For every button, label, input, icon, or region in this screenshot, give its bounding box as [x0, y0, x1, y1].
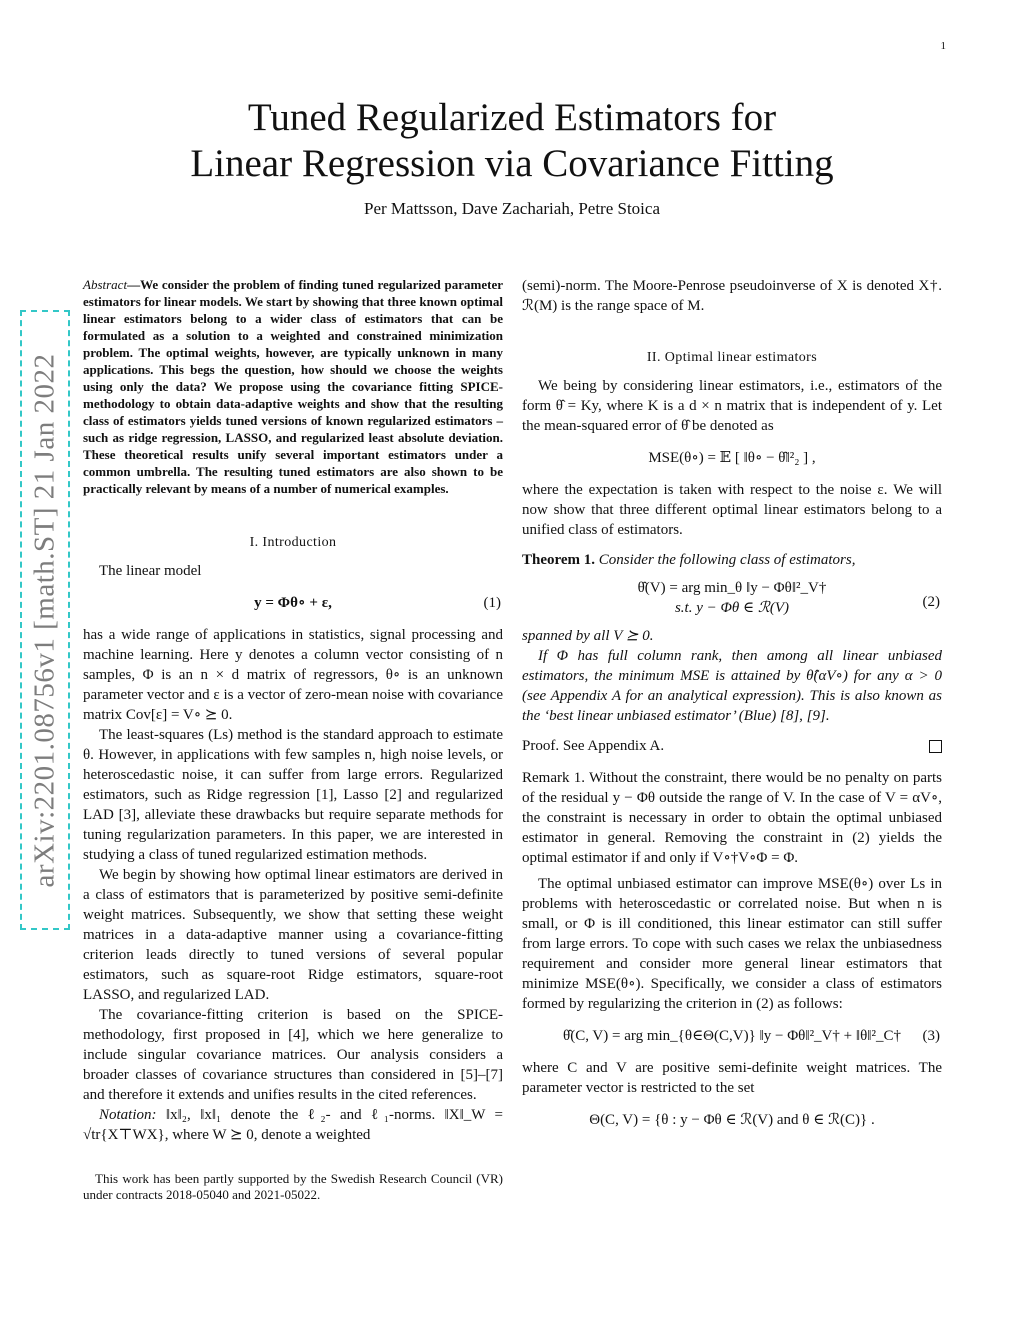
qed-square-icon — [929, 740, 942, 753]
paper-title — [100, 95, 924, 187]
abstract — [83, 276, 503, 497]
equation-1-body: y = Φθ∘ + ε, — [254, 595, 332, 611]
right-paragraph-3: where C and V are positive semi-definite weight matrices. The parameter vector is restricted to the set — [522, 1060, 942, 1096]
remark-1: Remark 1. Without the constraint, there would be no penalty on parts of the residual y − Φθ outside the range of V. In the case of V = αV∘, the constraint is necessary in order to obtain the optimal unbiased estimator in general. Removing the constraint in (2) yields the optimal estimator if and only if V∘†V∘Φ = Φ. — [522, 770, 942, 866]
right-column — [522, 276, 942, 1142]
theorem-paragraph-3: If Φ has full column rank, then among all linear unbiased estimators, the minimum MSE is attained by θ̂(αV∘) for any α > 0 (see Appendix A for an analytical expression). This is also known as the ‘best linear unbiased estimator’ (Blue) [8], [9]. — [522, 648, 942, 724]
funding-footnote: This work has been partly supported by the Swedish Research Council (VR) under contracts 2018-05040 and 2021-05022. — [83, 1171, 503, 1202]
equation-2-line-2: s.t. y − Φθ ∈ ℛ(V) — [674, 600, 790, 616]
left-column — [83, 276, 503, 1203]
intro-paragraph-3: The least-squares (Ls) method is the standard approach to estimate θ. However, in applications with few samples n, high noise levels, or heteroscedastic noise, it can suffer from large errors. Regularized estimators, such as Ridge regression [1], Lasso [2] and regularized LAD [3], alleviate these drawbacks but require separate methods for tuning regularization parameters. In this paper, we are interested in studying a class of tuned regularized estimation methods. — [83, 727, 503, 863]
notation-label: Notation: — [99, 1107, 157, 1123]
right-paragraph-2: The optimal unbiased estimator can improve MSE(θ∘) over Ls in problems with heteroscedastic or correlated noise. But when n is small, or Φ is ill conditioned, this linear estimator can still suffer from large errors. To cope with such cases we relax the unbiasedness requirement and consider more general linear estimators that minimize MSE(θ∘). Specifically, we consider a class of estimators formed by regularizing the criterion in (2) as follows: — [522, 876, 942, 1012]
intro-paragraph-2: has a wide range of applications in statistics, signal processing and machine learning. Here y denotes a column vector consisting of n samples, Φ is an n × d matrix of regressors, θ∘ is an unknown parameter vector and ε is a vector of zero-mean noise with covariance matrix Cov[ε] = V∘ ⪰ 0. — [83, 627, 503, 723]
theorem-text: Consider the following class of estimators, — [595, 552, 856, 568]
notation-paragraph — [83, 1105, 503, 1145]
intro-paragraph-4: We begin by showing how optimal linear estimators are derived in a class of estimators that is parameterized by positive semi-definite weight matrices. Subsequently, we show that setting these weight matrices in a data-adaptive manner using a covariance-fitting criterion leads directly to tuned versions of several popular estimators, such as square-root Ridge estimators, square-root LASSO, and regularized LAD. — [83, 867, 503, 1003]
page-number: 1 — [940, 40, 946, 52]
section-1-heading: I. Introduction — [249, 535, 337, 550]
equation-3 — [522, 1022, 942, 1050]
section-2-paragraph-2: where the expectation is taken with respect to the noise ε. We will now show that three different optimal linear estimators belong to a unified class of estimators. — [522, 482, 942, 538]
intro-paragraph-5: The covariance-fitting criterion is based on the SPICE-methodology, first proposed in [4], which we here generalize to include singular covariance matrices. Our analysis considers a broader classes of covariance structures than considered in [5]–[7] and therefore it extends and unifies results in the cited references. — [83, 1007, 503, 1103]
theorem-paragraph-2: spanned by all V ⪰ 0. — [522, 628, 654, 644]
authors: Per Mattsson, Dave Zachariah, Petre Stoica — [364, 199, 660, 218]
equation-mse-body: MSE(θ∘) = 𝔼 [ ‖θ∘ − θ̂‖²₂ ] , — [648, 450, 816, 466]
section-2-paragraph-1: We being by considering linear estimators, i.e., estimators of the form θ̂ = Ky, where K is a d × n matrix that is independent of y. Let the mean-squared error of θ̂ be denoted as — [522, 378, 942, 434]
equation-set-body: Θ(C, V) = {θ : y − Φθ ∈ ℛ(V) and θ ∈ ℛ(C)} . — [589, 1112, 875, 1128]
equation-2 — [522, 578, 942, 618]
equation-3-number: (3) — [922, 1028, 940, 1044]
proof-text: Proof. See Appendix A. — [522, 738, 665, 754]
abstract-text: —We consider the problem of finding tuned regularized parameter estimators for linear models. We start by showing that three known optimal linear estimators belong to a wider class of estimators that can be formulated as a solution to a weighted and constrained minimization problem. The optimal weights, however, are typically unknown in many applications. This begs the question, how should we choose the weights using only the data? We propose using the covariance fitting SPICE-methodology to obtain data-adaptive weights and show that the resulting class of estimators yields tuned versions of known regularized estimators – such as ridge regression, LASSO, and regularized least absolute deviation. These theoretical results unify several important estimators under a common umbrella. The resulting tuned estimators are also shown to be practically relevant by means of a number of numerical examples. — [83, 277, 503, 496]
proof — [522, 736, 942, 756]
theorem-label: Theorem 1. — [522, 552, 596, 568]
title-line-2: Linear Regression via Covariance Fitting — [190, 142, 834, 185]
equation-mse — [522, 444, 942, 472]
section-2-heading: II. Optimal linear estimators — [646, 350, 818, 365]
equation-set — [522, 1106, 942, 1134]
title-line-1: Tuned Regularized Estimators for — [247, 96, 777, 139]
arxiv-stamp — [20, 310, 70, 930]
equation-1-number: (1) — [483, 595, 501, 611]
intro-paragraph-1: The linear model — [99, 563, 202, 579]
equation-2-number: (2) — [922, 594, 940, 610]
theorem-1 — [522, 550, 942, 570]
equation-1 — [83, 589, 503, 617]
equation-2-line-1: θ̂(V) = arg min_θ ‖y − Φθ‖²_V† — [637, 580, 827, 596]
right-paragraph-1: (semi)-norm. The Moore-Penrose pseudoinverse of X is denoted X†. ℛ(M) is the range space of M. — [522, 278, 942, 314]
equation-3-body: θ̂(C, V) = arg min_{θ∈Θ(C,V)} ‖y − Φθ‖²_V† + ‖θ‖²_C† — [563, 1028, 901, 1044]
arxiv-stamp-text: arXiv:2201.08756v1 [math.ST] 21 Jan 2022 — [28, 353, 61, 887]
abstract-label: Abstract — [83, 277, 128, 292]
notation-text: ‖x‖₂, ‖x‖₁ denote the ℓ₂- and ℓ₁-norms. ‖X‖_W = √tr{X⊤WX}, where W ⪰ 0, denote a weighted — [83, 1107, 503, 1143]
